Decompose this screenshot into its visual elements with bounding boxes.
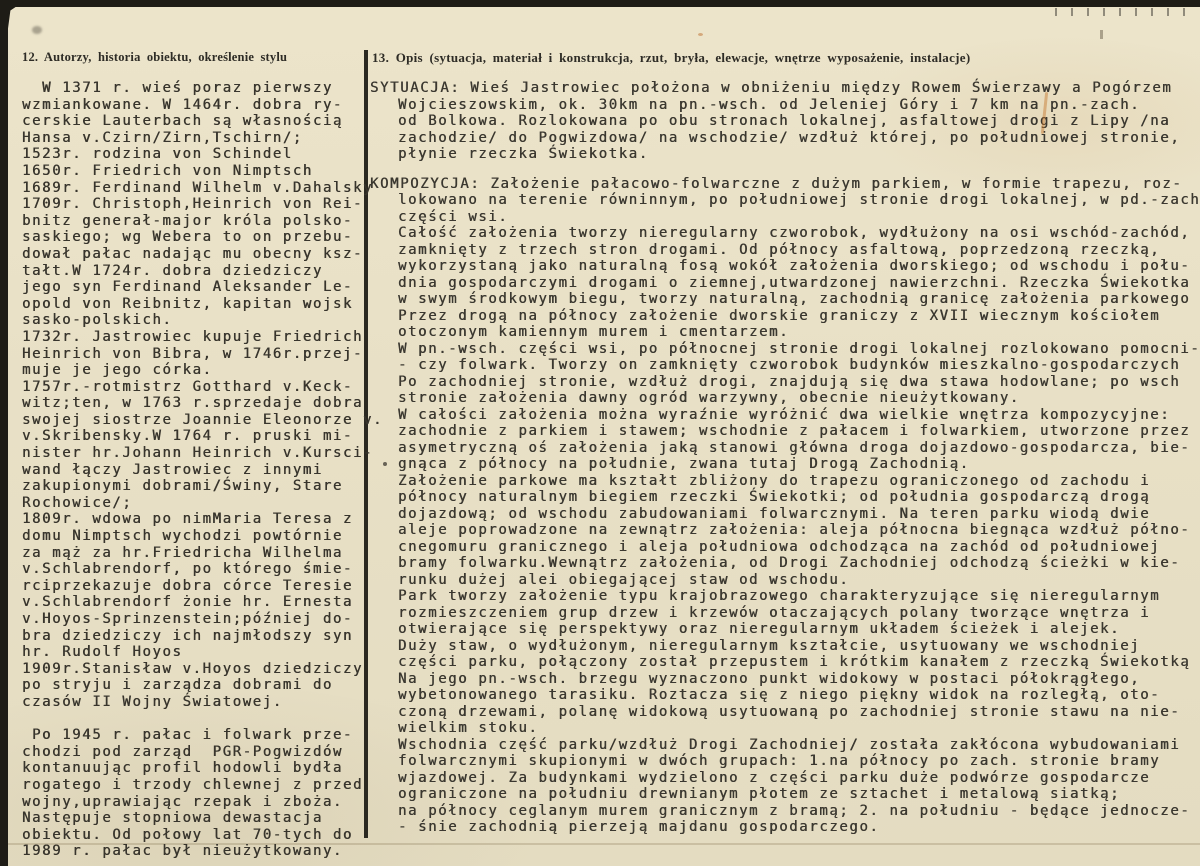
text-line: cnegomuru granicznego i aleja południowa odchodząca na zachód od południowej bbox=[398, 538, 1161, 555]
text-line: wybetonowanego tarasiku. Roztacza się z niego piękny widok na rozległą, oto- bbox=[398, 687, 1161, 703]
text-line: W całości założenia można wyraźnie wyróżnić dwa wielkie wnętrza kompozycyjne: bbox=[398, 406, 1171, 423]
text-line: zamknięty z trzech stron drogami. Od północy asfaltową, poprzedzoną rzeczką, bbox=[398, 241, 1161, 258]
text-line: części wsi. bbox=[398, 208, 509, 225]
text-line: witz;ten, w 1763 r.sprzedaje dobra bbox=[22, 395, 363, 412]
text-line: rozmieszczeniem grup drzew i krzewów otaczających polany tworzące wnętrza i bbox=[398, 604, 1151, 621]
paragraph-sytuacja bbox=[370, 80, 1200, 163]
scan-edge-left bbox=[0, 0, 8, 866]
text-line: 1909r.Stanisław v.Hoyos dziedziczy bbox=[22, 660, 363, 677]
text-line: Na jego pn.-wsch. brzegu wyznaczono punkt widokowy w postaci półokrągłego, bbox=[398, 670, 1141, 687]
text-line: W 1371 r. wieś poraz pierwszy bbox=[22, 80, 333, 96]
text-line: lokowano na terenie równinnym, po południowej stronie drogi lokalnej, w pd.-zach bbox=[398, 192, 1200, 208]
section-13-header: 13. Opis (sytuacja, materiał i konstrukcja, rzut, bryła, elewacje, wnętrze wyposażenie, instalacje) bbox=[372, 50, 971, 65]
text-line: Po 1945 r. pałac i folwark prze- bbox=[22, 727, 353, 744]
text-line: płynie rzeczka Świekotka. bbox=[398, 146, 649, 162]
text-line: za mąż za hr.Friedricha Wilhelma bbox=[22, 544, 343, 561]
text-line: runku dużej alei obiegającej staw od wschodu. bbox=[398, 571, 850, 588]
text-line: opold von Reibnitz, kapitan wojsk bbox=[22, 295, 353, 312]
text-line: Heinrich von Bibra, w 1746r.przej- bbox=[22, 345, 363, 362]
text-line: Duży staw, o wydłużonym, nieregularnym kształcie, usytuowany we wschodniej bbox=[398, 637, 1141, 654]
right-column-paragraphs bbox=[370, 80, 1200, 849]
text-line: północy naturalnym biegiem rzeczki Świekotki; od południa gospodarczą drogą bbox=[398, 489, 1151, 505]
text-line: zachodnie z parkiem i stawem; wschodnie z pałacem i folwarkiem, utworzone przez bbox=[398, 423, 1191, 439]
text-line: ograniczone na południu drewnianym płotem ze sztachet i metalową siatką; bbox=[398, 786, 1121, 802]
text-line: v.Hoyos-Sprinzenstein;później do- bbox=[22, 611, 353, 627]
text-line: 1523r. rodzina von Schindel bbox=[22, 146, 293, 163]
text-line: chodzi pod zarząd PGR-Pogwizdów bbox=[22, 743, 343, 760]
text-line: zachodzie/ do Pogwizdowa/ na wschodzie/ wzdłuż której, po południowej stronie, bbox=[398, 129, 1181, 146]
text-line: aleje poprowadzone na zewnątrz założenia: aleja północna biegnąca wzdłuż półno- bbox=[398, 522, 1191, 538]
text-line: wzmiankowane. W 1464r. dobra ry- bbox=[22, 96, 343, 113]
text-line: w swym środkowym biegu, tworzy naturalną, zachodnią granicę założenia parkowego bbox=[398, 291, 1191, 307]
text-line: muje je jego córka. bbox=[22, 362, 213, 379]
text-line: swojej siostrze Joannie Eleonorze v. bbox=[22, 411, 384, 428]
paragraph-kompozycja bbox=[370, 176, 1200, 836]
text-line: 1732r. Jastrowiec kupuje Friedrich bbox=[22, 328, 363, 345]
text-line: otwierające się perspektywy oraz nieregularnym układem ścieżek i alejek. bbox=[398, 621, 1121, 637]
scan-stain bbox=[1100, 30, 1103, 39]
text-line: czasów II Wojny Światowej. bbox=[22, 693, 283, 710]
text-line: wykorzystaną jako naturalną fosą wokół założenia dworskiego; od wschodu i połu- bbox=[398, 258, 1191, 274]
text-line: dojazdową; od wschodu zabudowaniami folwarcznymi. Na teren parku wiodą dwie bbox=[398, 505, 1151, 522]
text-line: W pn.-wsch. części wsi, po północnej stronie drogi lokalnej rozlokowano pomocni- bbox=[398, 340, 1200, 357]
text-line: 1689r. Ferdinand Wilhelm v.Dahalsky bbox=[22, 179, 374, 196]
text-line: Założenie parkowe ma kształt zbliżony do trapezu ograniczonego od zachodu i bbox=[398, 472, 1151, 489]
left-column-lines bbox=[22, 80, 383, 860]
text-line: gnąca z północy na południe, zwana tutaj Drogą Zachodnią. bbox=[398, 456, 970, 472]
text-line: sasko-polskich. bbox=[22, 312, 173, 329]
text-line: v.Skribensky.W 1764 r. pruski mi- bbox=[22, 428, 353, 445]
scan-edge-top bbox=[0, 0, 1200, 7]
text-line: tałt.W 1724r. dobra dziedziczy bbox=[22, 262, 323, 279]
text-line: od Bolkowa. Rozlokowana po obu stronach lokalnej, asfaltowej drogi z Lipy /na bbox=[398, 113, 1171, 129]
text-line: czoną drzewami, polanę widokową usytuowaną po zachodniej stronie stawu na nie- bbox=[398, 703, 1181, 720]
text-line: Rochowice/; bbox=[22, 494, 133, 511]
text-line: saskiego; wg Webera to on przebu- bbox=[22, 229, 353, 246]
text-line: v.Schlabrendorf żonie hr. Ernesta bbox=[22, 594, 353, 611]
text-line: asymetryczną oś założenia jaką stanowi główna droga dojazdowo-gospodarcza, bie- bbox=[398, 439, 1191, 456]
section-12-header: 12. Autorzy, historia obiektu, określenie stylu bbox=[22, 50, 288, 64]
text-line: Przez drogą na północy założenie dworskie graniczy z XVII wiecznym kościołem bbox=[398, 307, 1161, 324]
text-line: rogatego i trzody chlewnej z przed bbox=[22, 776, 363, 793]
scan-stain bbox=[698, 33, 703, 36]
text-line: Park tworzy założenie typu krajobrazowego charakteryzujące się nieregularnym bbox=[398, 588, 1161, 604]
text-line: wielkim stoku. bbox=[398, 720, 539, 736]
text-line: KOMPOZYCJA: Założenie pałacowo-folwarczne z dużym parkiem, w formie trapezu, roz- bbox=[370, 175, 1183, 192]
text-line: cerskie Lauterbach są własnością bbox=[22, 113, 343, 130]
text-line: po stryju i zarządza dobrami do bbox=[22, 677, 333, 694]
text-line: Po zachodniej stronie, wzdłuż drogi, znajdują się dwa stawa hodowlane; po wsch bbox=[398, 373, 1181, 390]
text-line: kontanuując profil hodowli bydła bbox=[22, 760, 343, 777]
text-line: 1709r. Christoph,Heinrich von Rei- bbox=[22, 196, 363, 213]
text-line: domu Nimptsch wychodzi powtórnie bbox=[22, 528, 343, 545]
text-line: zakupionymi dobrami/Świny, Stare bbox=[22, 478, 343, 495]
text-line: Następuje stopniowa dewastacja bbox=[22, 810, 323, 827]
text-line: - śnie zachodnią pierzeją majdanu gospodarczego. bbox=[398, 819, 880, 835]
text-line: bramy folwarku.Wewnątrz założenia, od Drogi Zachodniej odchodzą ścieżki w kie- bbox=[398, 555, 1181, 571]
text-line: obiektu. Od połowy lat 70-tych do bbox=[22, 826, 353, 843]
text-line: 1757r.-rotmistrz Gotthard v.Keck- bbox=[22, 378, 353, 395]
text-line: części parku, połączony został przepustem i krótkim kanałem z rzeczką Świekotką bbox=[398, 654, 1191, 670]
text-line: folwarcznymi skupionymi w dwóch grupach: 1.na północy po zach. stronie bramy bbox=[398, 753, 1161, 769]
text-line: dował pałac nadając mu obecny ksz- bbox=[22, 245, 363, 262]
text-line: v.Schlabrendorf, po którego śmie- bbox=[22, 561, 353, 578]
text-line: nister hr.Johann Heinrich v.Kursci- bbox=[22, 445, 374, 462]
text-line: 1809r. wdowa po nimMaria Teresa z bbox=[22, 511, 353, 528]
text-line: Hansa v.Czirn/Zirn,Tschirn/; bbox=[22, 129, 303, 146]
text-line: otoczonym kamiennym murem i cmentarzem. bbox=[398, 324, 790, 340]
text-line: SYTUACJA: Wieś Jastrowiec położona w obniżeniu między Rowem Świerzawy a Pogórzem bbox=[370, 80, 1173, 96]
text-line: 1650r. Friedrich von Nimptsch bbox=[22, 162, 313, 179]
text-line: bra dziedziczy ich najmłodszy syn bbox=[22, 627, 353, 644]
text-line: hr. Rudolf Hoyos bbox=[22, 644, 183, 661]
text-line: bnitz generał-major króla polsko- bbox=[22, 212, 353, 229]
text-line: wjazdowej. Za budynkami wydzielono z części parku duże podwórze gospodarcze bbox=[398, 769, 1151, 786]
text-line bbox=[22, 711, 383, 728]
scan-stain bbox=[32, 26, 42, 34]
scan-tick-marks bbox=[1055, 8, 1195, 16]
text-line: Całość założenia tworzy nieregularny czworobok, wydłużony na osi wschód-zachód, bbox=[398, 225, 1191, 241]
text-line: wand łączy Jastrowiec z innymi bbox=[22, 461, 323, 478]
text-line: wojny,uprawiając rzepak i zboża. bbox=[22, 793, 343, 810]
text-line: Wschodnia część parku/wzdłuż Drogi Zachodniej/ została zakłócona wybudowaniami bbox=[398, 736, 1181, 753]
text-line: stronie założenia dawny ogród warzywny, obecnie nieużytkowany. bbox=[398, 390, 1020, 406]
text-line: dnia gospodarczymi drogami o ziemnej,utwardzonej nawierzchni. Rzeczka Świekotka bbox=[398, 274, 1191, 291]
text-line: jego syn Ferdinand Aleksander Le- bbox=[22, 279, 353, 296]
text-line: rciprzekazuje dobra córce Teresie bbox=[22, 577, 353, 594]
text-line: na północy ceglanym murem granicznym z bramą; 2. na południu - będące jednocze- bbox=[398, 802, 1191, 819]
text-line: 1989 r. pałac był nieużytkowany. bbox=[22, 843, 343, 860]
text-line: - czy folwark. Tworzy on zamknięty czworobok budynków mieszkalno-gospodarczych bbox=[398, 357, 1181, 373]
text-line: Wojcieszowskim, ok. 30km na pn.-wsch. od Jeleniej Góry i 7 km na pn.-zach. bbox=[398, 96, 1141, 113]
